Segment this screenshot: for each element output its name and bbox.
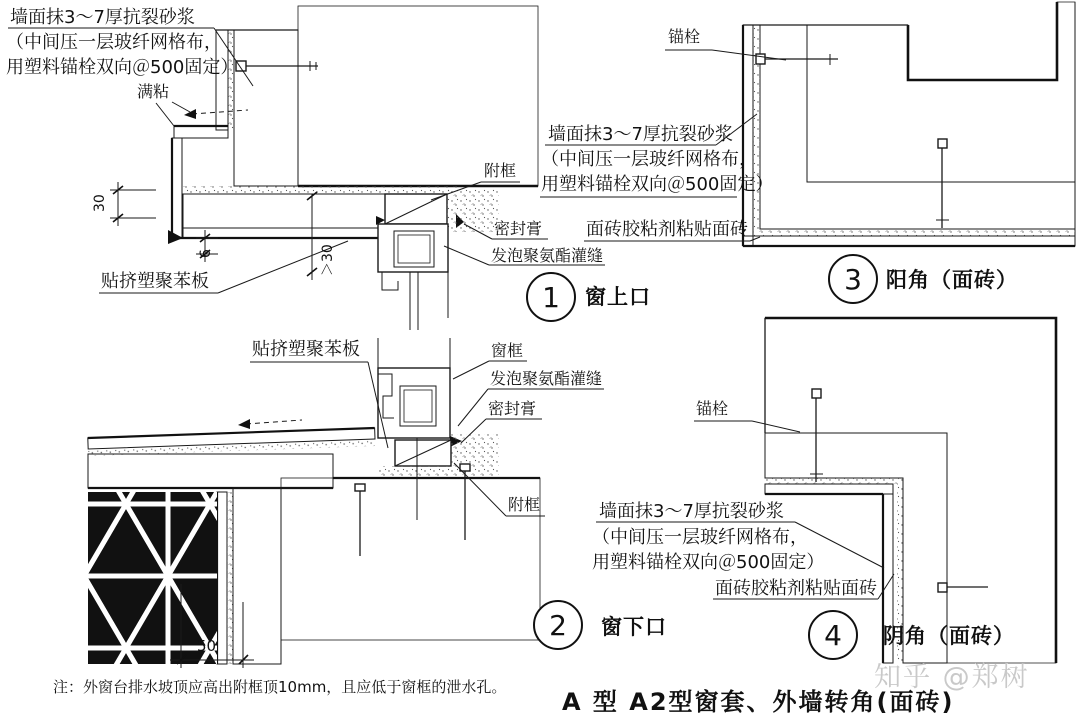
detail-2-caption: 窗下口 (601, 615, 667, 639)
label-anchor-bolt-d3: 锚栓 (668, 27, 701, 46)
label-mortar-note-line1-d1: 墙面抹3～7厚抗裂砂浆 (10, 7, 195, 28)
detail-1-caption: 窗上口 (585, 285, 651, 309)
label-pu-foam-d2: 发泡聚氨酯灌缝 (490, 369, 603, 388)
detail-1-number-text: 1 (542, 280, 560, 314)
sheet-note: 注：外窗台排水坡顶应高出附框顶10mm，且应低于窗框的泄水孔。 (53, 678, 507, 696)
label-anchor-bolt-d4: 锚栓 (696, 399, 729, 418)
dim-gt30: ＞30 (320, 244, 336, 276)
label-mortar-note-line1-d3: 墙面抹3～7厚抗裂砂浆 (548, 124, 733, 145)
label-sealant-d2: 密封膏 (488, 399, 537, 418)
label-xps-board-d2: 贴挤塑聚苯板 (252, 339, 360, 360)
detail-4-caption: 阴角（面砖） (883, 624, 1015, 648)
detail-2-number-text: 2 (549, 608, 567, 642)
label-mortar-note-line3-d4: 用塑料锚栓双向＠500固定） (592, 552, 825, 573)
dim-30: 30 (92, 194, 108, 212)
detail-3-caption: 阳角（面砖） (886, 268, 1018, 292)
label-full-bond: 满粘 (137, 82, 170, 101)
dim-6: 6 (198, 249, 214, 258)
label-mortar-note-line2-d4: （中间压一层玻纤网格布， (592, 527, 808, 548)
dim-50: 50 (197, 637, 217, 655)
label-xps-board-d1: 贴挤塑聚苯板 (101, 271, 209, 292)
detail-1-number (526, 272, 576, 322)
detail-3-number-text: 3 (844, 262, 862, 296)
label-pu-foam-d1: 发泡聚氨酯灌缝 (491, 246, 604, 265)
label-tile-adhesive-d3: 面砖胶粘剂粘贴面砖 (586, 219, 748, 240)
label-mortar-note-line1-d4: 墙面抹3～7厚抗裂砂浆 (599, 501, 784, 522)
sheet-title: A 型 A2型窗套、外墙转角(面砖) (562, 688, 955, 716)
label-sealant-d1: 密封膏 (494, 219, 543, 238)
label-tile-adhesive-d4: 面砖胶粘剂粘贴面砖 (715, 578, 877, 599)
watermark: 知乎 @郑树 (874, 662, 1030, 693)
detail-3-number (828, 254, 878, 304)
label-mortar-note-line3-d1: 用塑料锚栓双向＠500固定） (6, 57, 239, 78)
label-mortar-note-line3-d3: 用塑料锚栓双向＠500固定） (541, 174, 774, 195)
detail-2-number (533, 600, 583, 650)
label-sub-frame-d1: 附框 (484, 161, 517, 180)
detail-4-number-text: 4 (824, 618, 842, 652)
label-mortar-note-line2-d3: （中间压一层玻纤网格布， (541, 149, 757, 170)
detail-4-number (808, 610, 858, 660)
label-mortar-note-line2-d1: （中间压一层玻纤网格布， (6, 32, 222, 53)
label-window-frame-d2: 窗框 (491, 341, 524, 360)
label-sub-frame-d2: 附框 (508, 495, 541, 514)
